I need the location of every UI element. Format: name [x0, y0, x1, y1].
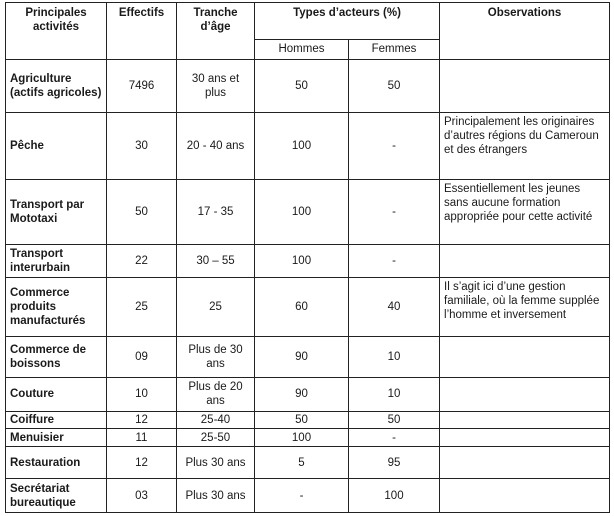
observations-cell: [440, 479, 610, 513]
table-row: [6, 479, 610, 513]
observations-cell: [440, 446, 610, 479]
activity-cell: Pêche: [6, 112, 107, 179]
table-row: [6, 180, 610, 245]
table-row: [6, 112, 610, 179]
tranche-cell: 25: [177, 277, 255, 336]
femmes-cell: 95: [349, 446, 440, 479]
activity-cell: Agriculture (actifs agricoles): [6, 60, 107, 113]
tranche-cell: 17 - 35: [177, 180, 255, 245]
effectifs-cell: 03: [107, 479, 177, 513]
tranche-cell: Plus de 30 ans: [177, 336, 255, 377]
tranche-cell: 30 – 55: [177, 245, 255, 278]
header-types: Types d’acteurs (%): [255, 3, 440, 40]
activities-table: [5, 2, 610, 513]
femmes-cell: -: [349, 429, 440, 446]
hommes-cell: 90: [255, 377, 349, 412]
tranche-cell: Plus de 20 ans: [177, 377, 255, 412]
effectifs-cell: 50: [107, 180, 177, 245]
header-effectifs: Effectifs: [107, 3, 177, 60]
header-activites: Principales activités: [6, 3, 107, 60]
effectifs-cell: 12: [107, 412, 177, 429]
hommes-cell: 60: [255, 277, 349, 336]
hommes-cell: 100: [255, 429, 349, 446]
tranche-cell: 25-50: [177, 429, 255, 446]
observations-cell: [440, 429, 610, 446]
table-row: [6, 429, 610, 446]
hommes-cell: 100: [255, 112, 349, 179]
observations-cell: [440, 60, 610, 113]
activity-cell: Commerce produits manufacturés: [6, 277, 107, 336]
observations-cell: Il s’agit ici d’une gestion familiale, où la femme supplée l’homme et inversement: [440, 277, 610, 336]
activity-cell: Coiffure: [6, 412, 107, 429]
tranche-cell: 20 - 40 ans: [177, 112, 255, 179]
femmes-cell: 50: [349, 60, 440, 113]
table-row: [6, 277, 610, 336]
femmes-cell: 50: [349, 412, 440, 429]
hommes-cell: 50: [255, 60, 349, 113]
tranche-cell: Plus 30 ans: [177, 446, 255, 479]
header-femmes: Femmes: [349, 39, 440, 59]
activity-cell: Transport interurbain: [6, 245, 107, 278]
table-row: [6, 336, 610, 377]
femmes-cell: 40: [349, 277, 440, 336]
table-row: [6, 412, 610, 429]
observations-cell: Essentiellement les jeunes sans aucune formation appropriée pour cette activité: [440, 180, 610, 245]
hommes-cell: 90: [255, 336, 349, 377]
femmes-cell: -: [349, 112, 440, 179]
observations-cell: [440, 245, 610, 278]
activity-cell: Restauration: [6, 446, 107, 479]
observations-cell: [440, 336, 610, 377]
effectifs-cell: 12: [107, 446, 177, 479]
hommes-cell: 100: [255, 180, 349, 245]
table-row: [6, 60, 610, 113]
header-hommes: Hommes: [255, 39, 349, 59]
tranche-cell: 25-40: [177, 412, 255, 429]
activity-cell: Transport par Mototaxi: [6, 180, 107, 245]
hommes-cell: -: [255, 479, 349, 513]
tranche-cell: 30 ans et plus: [177, 60, 255, 113]
activity-cell: Commerce de boissons: [6, 336, 107, 377]
effectifs-cell: 09: [107, 336, 177, 377]
activity-cell: Secrétariat bureautique: [6, 479, 107, 513]
femmes-cell: 100: [349, 479, 440, 513]
effectifs-cell: 22: [107, 245, 177, 278]
table-row: [6, 377, 610, 412]
effectifs-cell: 30: [107, 112, 177, 179]
header-tranche: Tranche d’âge: [177, 3, 255, 60]
femmes-cell: 10: [349, 377, 440, 412]
effectifs-cell: 11: [107, 429, 177, 446]
femmes-cell: -: [349, 180, 440, 245]
table-row: [6, 446, 610, 479]
effectifs-cell: 10: [107, 377, 177, 412]
femmes-cell: 10: [349, 336, 440, 377]
header-row: [6, 3, 610, 40]
observations-cell: Principalement les originaires d’autres régions du Cameroun et des étrangers: [440, 112, 610, 179]
header-observations: Observations: [440, 3, 610, 60]
activity-cell: Menuisier: [6, 429, 107, 446]
hommes-cell: 50: [255, 412, 349, 429]
observations-cell: [440, 377, 610, 412]
femmes-cell: -: [349, 245, 440, 278]
effectifs-cell: 25: [107, 277, 177, 336]
hommes-cell: 100: [255, 245, 349, 278]
observations-cell: [440, 412, 610, 429]
hommes-cell: 5: [255, 446, 349, 479]
tranche-cell: Plus 30 ans: [177, 479, 255, 513]
activity-cell: Couture: [6, 377, 107, 412]
effectifs-cell: 7496: [107, 60, 177, 113]
table-row: [6, 245, 610, 278]
